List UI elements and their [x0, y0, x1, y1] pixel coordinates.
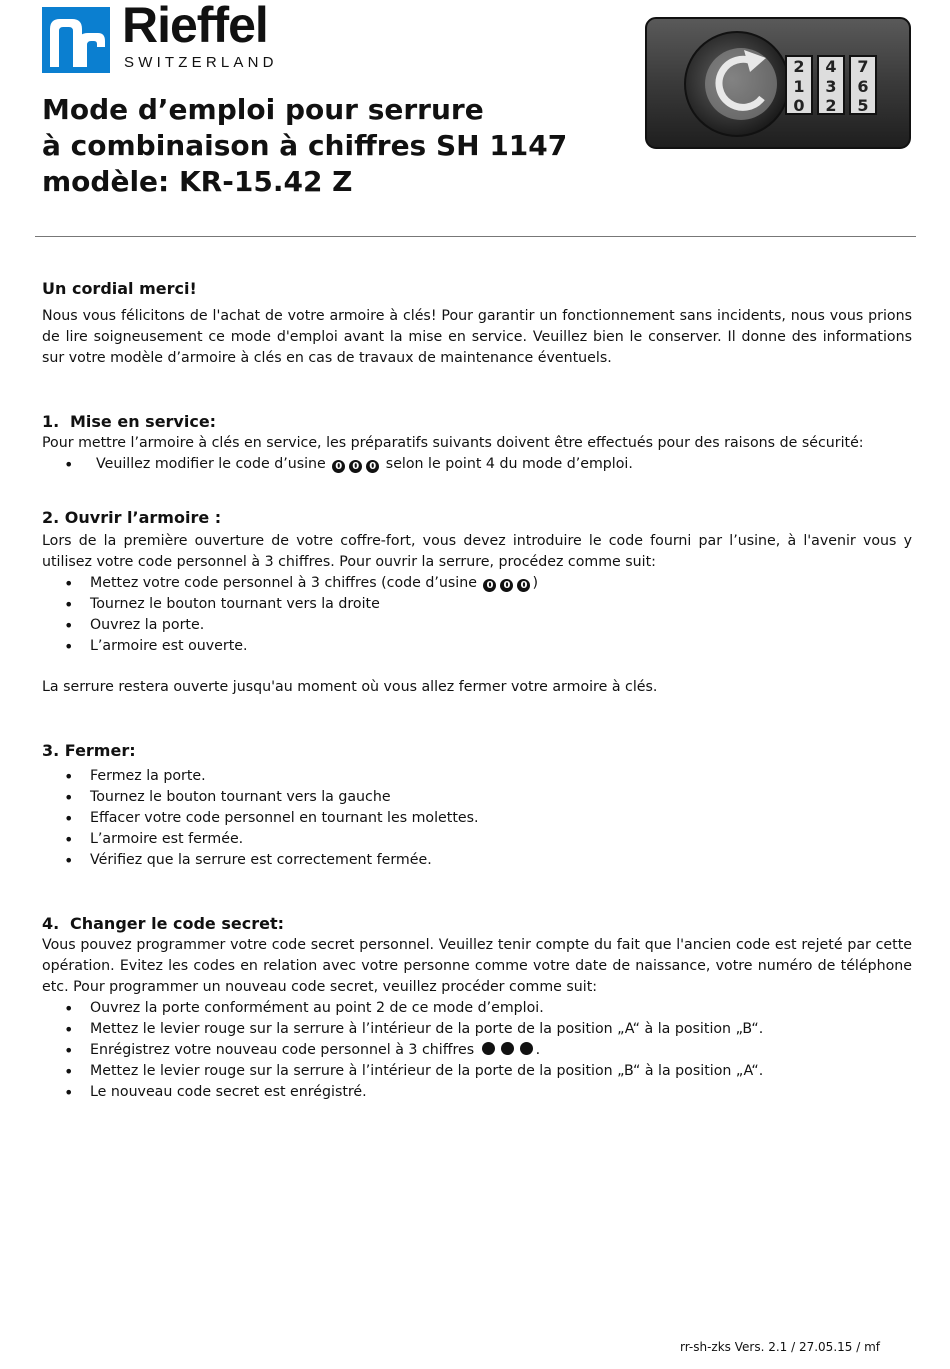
- svg-text:1: 1: [793, 77, 805, 96]
- company-logo: [42, 0, 302, 72]
- circled-zero-icon: 0: [483, 579, 496, 592]
- list-item: • Le nouveau code secret est enrégistré.: [42, 1082, 912, 1103]
- section-2-text: Lors de la première ouverture de votre coffre-fort, vous devez introduire le code fourni par l’usine, à l'avenir vous y utilisez votre code personnel à 3 chiffres. Pour ouvrir la serrure, procédez comme suit:: [42, 533, 912, 570]
- section-4-title: Changer le code secret:: [70, 914, 284, 933]
- svg-text:2: 2: [793, 57, 805, 76]
- list-item: [42, 1040, 912, 1061]
- page-title: [42, 92, 567, 200]
- logo-wordmark: Rieffel: [122, 0, 268, 53]
- section-fermer: [42, 740, 912, 871]
- section-3-heading: 3. Fermer:: [42, 741, 136, 760]
- title-line-2: à combinaison à chiffres SH 1147: [42, 129, 568, 162]
- svg-text:2: 2: [825, 96, 837, 115]
- circled-zero-icon: 0: [500, 579, 513, 592]
- list-item: • Mettez le levier rouge sur la serrure à l’intérieur de la porte de la position „B“ à la position „A“.: [42, 1061, 912, 1082]
- svg-text:3: 3: [825, 77, 837, 96]
- list-item-text: Enrégistrez votre nouveau code personnel à 3 chiffres: [90, 1042, 475, 1058]
- section-2-list: [42, 573, 912, 657]
- svg-text:0: 0: [793, 96, 805, 115]
- list-item: • Effacer votre code personnel en tournant les molettes.: [42, 808, 912, 829]
- section-3-list: [42, 766, 912, 871]
- title-line-1: Mode d’emploi pour serrure: [42, 93, 484, 126]
- black-dot-icon: [501, 1042, 514, 1055]
- list-item: • Tournez le bouton tournant vers la gauche: [42, 787, 912, 808]
- logo-subtitle: SWITZERLAND: [124, 54, 278, 71]
- section-4-list: [42, 998, 912, 1103]
- list-item-text: Veuillez modifier le code d’usine: [96, 456, 326, 472]
- list-item: • Vérifiez que la serrure est correctement fermée.: [42, 850, 912, 871]
- section-4-number: 4.: [42, 914, 60, 933]
- svg-text:7: 7: [857, 57, 869, 76]
- list-item: • Tournez le bouton tournant vers la droite: [42, 594, 912, 615]
- section-1-list: [42, 454, 912, 475]
- list-item: • Fermez la porte.: [42, 766, 912, 787]
- svg-text:4: 4: [825, 57, 837, 76]
- section-1-text: Pour mettre l’armoire à clés en service, les préparatifs suivants doivent être effectués pour des raisons de sécurité:: [42, 435, 864, 451]
- circled-zero-icon: 0: [349, 460, 362, 473]
- intro-text: Nous vous félicitons de l'achat de votre armoire à clés! Pour garantir un fonctionnement sans incidents, nous vous prions de lire soigneusement ce mode d'emploi avant la mise en service. Veuillez bien le conserver. Il donne des informations sur votre modèle d’armoire à clés en cas de travaux de maintenance éventuels.: [42, 308, 912, 366]
- intro-heading: Un cordial merci!: [42, 279, 197, 298]
- intro-section: [42, 278, 912, 369]
- list-item: [42, 454, 912, 475]
- section-1-title: Mise en service:: [70, 412, 217, 431]
- section-4-text: Vous pouvez programmer votre code secret personnel. Veuillez tenir compte du fait que l'ancien code est rejeté par cette opération. Evitez les codes en relation avec votre personne comme votre date de naissance, votre numéro de téléphone etc. Pour programmer un nouveau code secret, veuillez procéder comme suit:: [42, 937, 912, 995]
- section-1-number: 1.: [42, 412, 60, 431]
- section-1-heading: [42, 411, 912, 433]
- list-item: • L’armoire est ouverte.: [42, 636, 912, 657]
- list-item: • L’armoire est fermée.: [42, 829, 912, 850]
- svg-text:6: 6: [857, 77, 869, 96]
- circled-zero-icon: 0: [332, 460, 345, 473]
- combination-lock-photo: [644, 14, 914, 154]
- list-item-text: selon le point 4 du mode d’emploi.: [385, 456, 633, 472]
- document-version-footer: rr-sh-zks Vers. 2.1 / 27.05.15 / mf: [680, 1340, 880, 1354]
- circled-zero-icon: 0: [517, 579, 530, 592]
- title-line-3: modèle: KR-15.42 Z: [42, 165, 353, 198]
- lock-dials: [786, 56, 876, 115]
- section-2-note: La serrure restera ouverte jusqu'au moment où vous allez fermer votre armoire à clés.: [42, 679, 658, 695]
- list-item: • Mettez le levier rouge sur la serrure à l’intérieur de la porte de la position „A“ à la position „B“.: [42, 1019, 912, 1040]
- black-dot-icon: [482, 1042, 495, 1055]
- section-2-heading: 2. Ouvrir l’armoire :: [42, 508, 222, 527]
- section-changer-code: [42, 913, 912, 1103]
- circled-zero-icon: 0: [366, 460, 379, 473]
- black-dot-icon: [520, 1042, 533, 1055]
- list-item-text: Mettez votre code personnel à 3 chiffres (code d’usine: [90, 575, 477, 591]
- section-ouvrir: [42, 507, 912, 698]
- list-item: • Ouvrez la porte conformément au point 2 de ce mode d’emploi.: [42, 998, 912, 1019]
- instructions-body: [42, 278, 912, 1103]
- list-item: [42, 573, 912, 594]
- section-mise-en-service: [42, 411, 912, 475]
- header-divider: [35, 236, 916, 237]
- svg-text:5: 5: [857, 96, 869, 115]
- list-item-text: ): [532, 575, 538, 591]
- list-item-text: .: [535, 1042, 541, 1058]
- section-4-heading: [42, 913, 912, 935]
- rieffel-logo-icon: [42, 7, 110, 73]
- list-item: • Ouvrez la porte.: [42, 615, 912, 636]
